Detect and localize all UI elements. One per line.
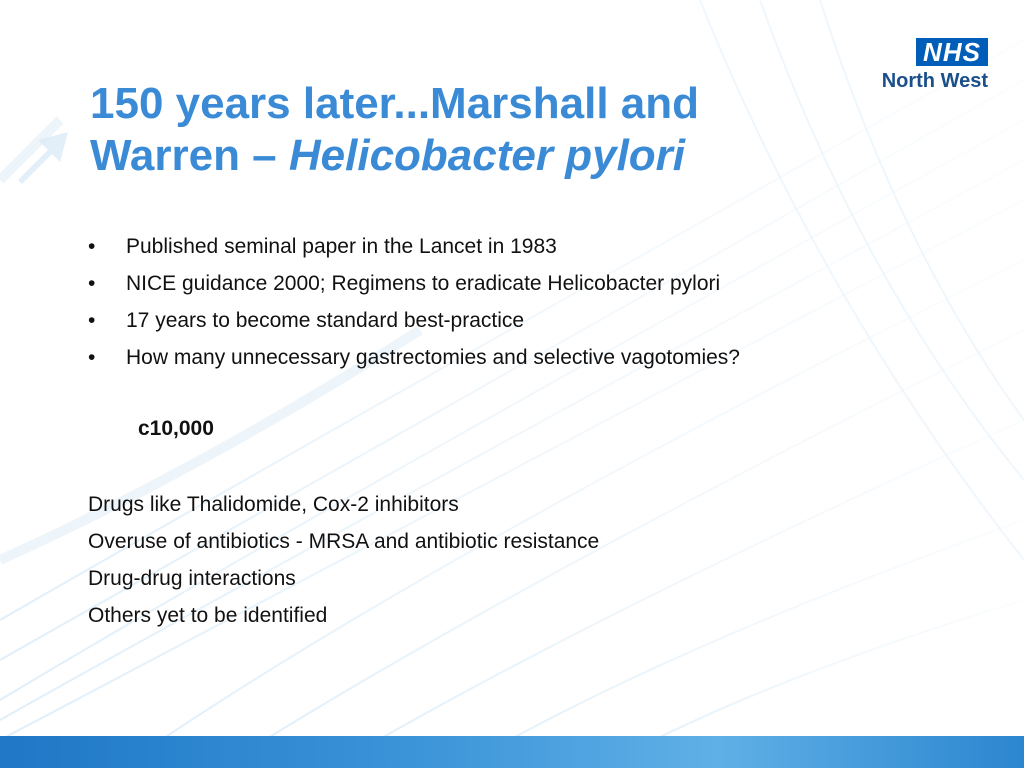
title-main: 150 years later...Marshall and Warren – [90,79,700,180]
nhs-logo [862,38,988,98]
bullet-item: • How many unnecessary gastrectomies and selective vagotomies? [88,339,740,376]
nhs-badge: NHS [916,38,988,66]
bullet-list [88,228,740,376]
estimate-figure: c10,000 [138,417,214,440]
text-line: Drug-drug interactions [88,567,296,590]
title-italic: Helicobacter pylori [288,131,686,180]
text-line: Drugs like Thalidomide, Cox-2 inhibitors [88,493,459,516]
text-lines [88,486,599,634]
footer-band [0,736,1024,768]
bullet-item: • NICE guidance 2000; Regimens to eradicate Helicobacter pylori [88,265,740,302]
text-line: Others yet to be identified [88,604,328,627]
bullet-item: • Published seminal paper in the Lancet in 1983 [88,228,740,265]
text-line: Overuse of antibiotics - MRSA and antibiotic resistance [88,530,600,553]
region-name: North West [881,70,988,92]
slide-title [90,78,850,182]
bullet-item: • 17 years to become standard best-practice [88,302,740,339]
